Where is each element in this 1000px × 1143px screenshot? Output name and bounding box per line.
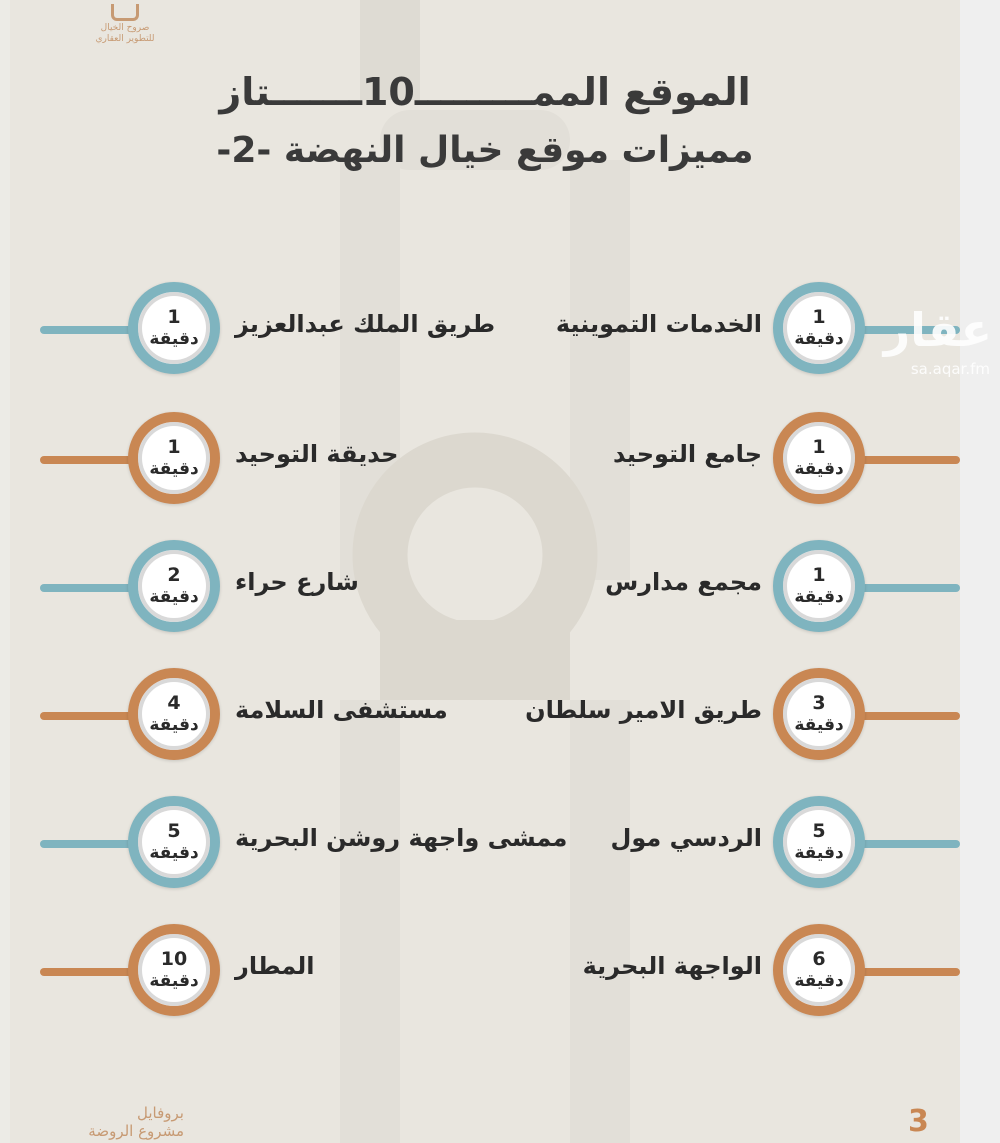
company-logo	[90, 4, 160, 45]
time-badge	[128, 668, 220, 760]
time-badge	[128, 924, 220, 1016]
time-unit: دقيقة	[149, 587, 199, 607]
page-title: الموقع الممـــــــــ10ـــــــتاز	[219, 70, 751, 114]
aqar-watermark	[832, 300, 1000, 378]
location-name: المطار	[235, 952, 315, 980]
time-unit: دقيقة	[794, 843, 844, 863]
time-badge	[773, 924, 865, 1016]
logo-icon	[111, 4, 139, 21]
time-unit: دقيقة	[794, 715, 844, 735]
location-name: شارع حراء	[235, 568, 359, 596]
location-name: جامع التوحيد	[613, 440, 762, 468]
brochure-page	[10, 0, 960, 1143]
time-badge	[128, 540, 220, 632]
time-unit: دقيقة	[794, 459, 844, 479]
connector-line	[850, 584, 960, 592]
time-value: 5	[167, 820, 181, 842]
time-badge	[773, 668, 865, 760]
time-badge	[773, 412, 865, 504]
watermark-brand: عقار	[883, 303, 992, 357]
footer-project-label: مشروع الروضة	[88, 1122, 184, 1140]
time-value: 1	[167, 436, 181, 458]
location-name: الواجهة البحرية	[582, 952, 762, 980]
time-unit: دقيقة	[794, 329, 844, 349]
time-value: 1	[167, 306, 181, 328]
time-badge	[773, 796, 865, 888]
time-value: 2	[167, 564, 181, 586]
time-badge	[128, 282, 220, 374]
connector-line	[850, 456, 960, 464]
time-value: 3	[812, 692, 826, 714]
location-name: الخدمات التموينية	[555, 310, 762, 338]
watermark-url: sa.aqar.fm	[910, 360, 990, 378]
location-name: مجمع مدارس	[605, 568, 762, 596]
location-name: مستشفى السلامة	[235, 696, 448, 724]
connector-line	[850, 712, 960, 720]
logo-text: صروح الخيال للتطوير العقاري	[95, 23, 155, 44]
time-unit: دقيقة	[794, 971, 844, 991]
location-name: طريق الامير سلطان	[525, 696, 762, 724]
time-unit: دقيقة	[149, 329, 199, 349]
location-name: الردسي مول	[610, 824, 762, 852]
time-value: 10	[160, 948, 188, 970]
time-unit: دقيقة	[149, 715, 199, 735]
page-subtitle: مميزات موقع خيال النهضة -2-	[216, 130, 754, 171]
time-value: 1	[812, 436, 826, 458]
time-unit: دقيقة	[149, 971, 199, 991]
time-value: 6	[812, 948, 826, 970]
location-name: ممشى واجهة روشن البحرية	[235, 824, 568, 852]
connector-line	[850, 840, 960, 848]
time-unit: دقيقة	[149, 843, 199, 863]
time-value: 1	[812, 306, 826, 328]
time-value: 5	[812, 820, 826, 842]
location-name: حديقة التوحيد	[235, 440, 399, 468]
page-number: 3	[908, 1104, 929, 1139]
footer-profile-label: بروفايل	[137, 1104, 184, 1122]
time-badge	[128, 412, 220, 504]
time-value: 1	[812, 564, 826, 586]
time-badge	[128, 796, 220, 888]
time-unit: دقيقة	[149, 459, 199, 479]
footer-project	[74, 1104, 184, 1140]
time-unit: دقيقة	[794, 587, 844, 607]
time-badge	[773, 540, 865, 632]
right-margin	[960, 0, 1000, 1143]
connector-line	[850, 968, 960, 976]
time-value: 4	[167, 692, 181, 714]
location-name: طريق الملك عبدالعزيز	[235, 310, 496, 338]
